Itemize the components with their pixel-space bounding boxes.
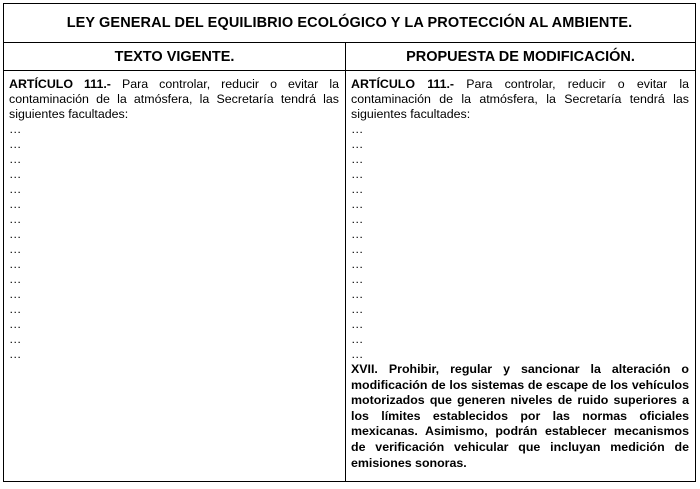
ellipsis-line: … bbox=[9, 152, 22, 166]
current-article-label: ARTÍCULO 111.- bbox=[9, 77, 111, 91]
current-article-paragraph bbox=[9, 77, 339, 122]
ellipsis-line: … bbox=[9, 242, 22, 256]
ellipsis-line: … bbox=[351, 272, 364, 286]
ellipsis-line: … bbox=[9, 347, 22, 361]
proposal-article-label: ARTÍCULO 111.- bbox=[351, 77, 455, 91]
ellipsis-line: … bbox=[351, 332, 364, 346]
ellipsis-line: … bbox=[9, 257, 22, 271]
ellipsis-line: … bbox=[351, 302, 364, 316]
ellipsis-line: … bbox=[351, 167, 364, 181]
ellipsis-line: … bbox=[351, 242, 364, 256]
ellipsis-line: … bbox=[9, 167, 22, 181]
comparison-table bbox=[3, 3, 696, 482]
ellipsis-line: … bbox=[9, 137, 22, 151]
ellipsis-line: … bbox=[351, 227, 364, 241]
ellipsis-line: … bbox=[9, 212, 22, 226]
current-article-text: Para controlar, reducir o evitar la contaminación de la atmósfera, la Secretaría tendrá las siguientes facultades: bbox=[9, 77, 339, 121]
ellipsis-line: … bbox=[351, 317, 364, 331]
proposal-header: PROPUESTA DE MODIFICACIÓN. bbox=[346, 43, 696, 71]
ellipsis-line: … bbox=[9, 317, 22, 331]
proposal-ellipsis-list bbox=[351, 122, 689, 362]
current-ellipsis-list bbox=[9, 122, 339, 362]
law-title: LEY GENERAL DEL EQUILIBRIO ECOLÓGICO Y LA PROTECCIÓN AL AMBIENTE. bbox=[4, 4, 696, 43]
ellipsis-line: … bbox=[351, 287, 364, 301]
current-text-header: TEXTO VIGENTE. bbox=[4, 43, 346, 71]
proposal-fraction-xvii: XVII. Prohibir, regular y sancionar la alteración o modificación de los sistemas de escape de los vehículos motorizados que generen niveles de ruido superiores a los límites establecidos por las normas oficiales mexicanas. Asimismo, podrán establecer mecanismos de verificación vehicular que incluyan medición de emisiones sonoras. bbox=[351, 362, 689, 470]
ellipsis-line: … bbox=[351, 212, 364, 226]
ellipsis-line: … bbox=[9, 227, 22, 241]
proposal-article-paragraph bbox=[351, 77, 689, 122]
ellipsis-line: … bbox=[9, 332, 22, 346]
ellipsis-line: … bbox=[351, 257, 364, 271]
ellipsis-line: … bbox=[9, 272, 22, 286]
title-row bbox=[4, 4, 696, 43]
ellipsis-line: … bbox=[351, 182, 364, 196]
ellipsis-line: … bbox=[9, 287, 22, 301]
proposal-cell bbox=[346, 71, 696, 482]
ellipsis-line: … bbox=[9, 182, 22, 196]
ellipsis-line: … bbox=[9, 197, 22, 211]
body-row bbox=[4, 71, 696, 482]
ellipsis-line: … bbox=[9, 122, 22, 136]
ellipsis-line: … bbox=[351, 347, 364, 361]
ellipsis-line: … bbox=[351, 122, 364, 136]
ellipsis-line: … bbox=[9, 302, 22, 316]
current-text-cell bbox=[4, 71, 346, 482]
ellipsis-line: … bbox=[351, 197, 364, 211]
proposal-article-text: Para controlar, reducir o evitar la contaminación de la atmósfera, la Secretaría tendrá las siguientes facultades: bbox=[351, 77, 689, 121]
header-row bbox=[4, 43, 696, 71]
ellipsis-line: … bbox=[351, 152, 364, 166]
ellipsis-line: … bbox=[351, 137, 364, 151]
